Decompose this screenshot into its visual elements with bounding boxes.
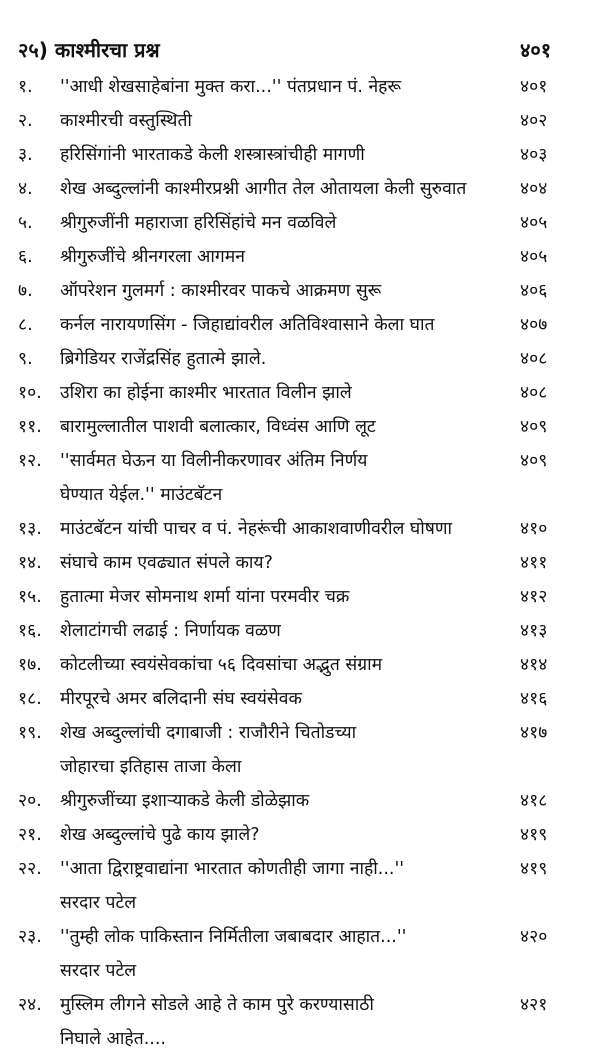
entry-number: २. bbox=[18, 111, 33, 131]
entry-page-number: ४११ bbox=[520, 553, 548, 573]
entry-title: श्रीगुरुजींचे श्रीनगरला आगमन bbox=[60, 247, 245, 267]
toc-entry bbox=[18, 104, 582, 138]
entry-number: ३. bbox=[18, 145, 33, 165]
entry-number: १४. bbox=[18, 553, 42, 573]
entry-title: श्रीगुरुजींनी महाराजा हरिसिंहांचे मन वळविले bbox=[60, 213, 337, 233]
toc-entry bbox=[18, 546, 582, 580]
entry-page-number: ४१४ bbox=[520, 655, 548, 675]
toc-entry bbox=[18, 988, 582, 1056]
entry-number: २१. bbox=[18, 825, 42, 845]
entry-title: शेलाटांगची लढाई : निर्णायक वळण bbox=[60, 621, 281, 641]
entry-title: ''सार्वमत घेऊन या विलीनीकरणावर अंतिम निर्णय घेण्यात येईल.'' माउंटबॅटन bbox=[60, 451, 368, 505]
entry-page-number: ४०३ bbox=[520, 145, 548, 165]
entry-title: ''आता द्विराष्ट्रवाद्यांना भारतात कोणतीही जागा नाही...'' सरदार पटेल bbox=[60, 859, 405, 913]
entry-page-number: ४०९ bbox=[520, 417, 548, 437]
entry-number: १९. bbox=[18, 723, 42, 743]
entry-number: २२. bbox=[18, 859, 42, 879]
entry-page-number: ४०९ bbox=[520, 451, 548, 471]
entry-page-number: ४०८ bbox=[520, 349, 548, 369]
entry-page-number: ४१० bbox=[520, 519, 548, 539]
entry-page-number: ४०१ bbox=[520, 77, 548, 97]
chapter-page-number: ४०१ bbox=[520, 38, 552, 62]
entry-page-number: ४०५ bbox=[520, 213, 548, 233]
entry-page-number: ४१२ bbox=[520, 587, 548, 607]
entry-title: ''तुम्ही लोक पाकिस्तान निर्मितीला जबाबदार आहात...'' सरदार पटेल bbox=[60, 927, 407, 981]
toc-entry bbox=[18, 308, 582, 342]
toc-list bbox=[18, 70, 582, 1056]
entry-number: ४. bbox=[18, 179, 33, 199]
entry-title: कोटलीच्या स्वयंसेवकांचा ५६ दिवसांचा अद्भुत संग्राम bbox=[60, 655, 383, 675]
toc-entry bbox=[18, 410, 582, 444]
entry-title: शेख अब्दुल्लांची दगाबाजी : राजौरीने चितोडच्या जोहारचा इतिहास ताजा केला bbox=[60, 723, 357, 777]
toc-entry bbox=[18, 682, 582, 716]
entry-title: हुतात्मा मेजर सोमनाथ शर्मा यांना परमवीर चक्र bbox=[60, 587, 350, 607]
toc-entry bbox=[18, 648, 582, 682]
entry-number: १०. bbox=[18, 383, 42, 403]
entry-number: ८. bbox=[18, 315, 33, 335]
entry-number: ९. bbox=[18, 349, 33, 369]
entry-number: ११. bbox=[18, 417, 42, 437]
entry-number: १५. bbox=[18, 587, 42, 607]
entry-title: मीरपूरचे अमर बलिदानी संघ स्वयंसेवक bbox=[60, 689, 302, 709]
entry-page-number: ४१९ bbox=[520, 859, 548, 879]
entry-page-number: ४२१ bbox=[520, 995, 548, 1015]
entry-number: २३. bbox=[18, 927, 42, 947]
entry-number: २०. bbox=[18, 791, 42, 811]
entry-title: उशिरा का होईना काश्मीर भारतात विलीन झाले bbox=[60, 383, 352, 403]
entry-title: शेख अब्दुल्लांनी काश्मीरप्रश्नी आगीत तेल ओतायला केली सुरुवात bbox=[60, 179, 467, 199]
toc-entry bbox=[18, 376, 582, 410]
entry-number: १८. bbox=[18, 689, 42, 709]
chapter-heading bbox=[18, 36, 582, 70]
entry-page-number: ४१७ bbox=[520, 723, 548, 743]
entry-title: ''आधी शेखसाहेबांना मुक्त करा...'' पंतप्रधान पं. नेहरू bbox=[60, 77, 402, 97]
entry-page-number: ४०६ bbox=[520, 281, 548, 301]
toc-entry bbox=[18, 920, 582, 988]
toc-entry bbox=[18, 784, 582, 818]
entry-title: माउंटबॅटन यांची पाचर व पं. नेहरूंची आकाशवाणीवरील घोषणा bbox=[60, 519, 453, 539]
toc-entry bbox=[18, 512, 582, 546]
entry-number: ७. bbox=[18, 281, 33, 301]
entry-title: ब्रिगेडियर राजेंद्रसिंह हुतात्मे झाले. bbox=[60, 349, 267, 369]
entry-number: ५. bbox=[18, 213, 33, 233]
entry-title: शेख अब्दुल्लांचे पुढे काय झाले? bbox=[60, 825, 260, 845]
entry-title: मुस्लिम लीगने सोडले आहे ते काम पुरे करण्यासाठी निघाले आहेत.... bbox=[60, 995, 374, 1049]
entry-title: बारामुल्लातील पाशवी बलात्कार, विध्वंस आणि लूट bbox=[60, 417, 376, 437]
entry-title: संघाचे काम एवढ्यात संपले काय? bbox=[60, 553, 273, 573]
toc-entry bbox=[18, 70, 582, 104]
toc-entry bbox=[18, 614, 582, 648]
toc-entry bbox=[18, 444, 582, 512]
entry-number: १३. bbox=[18, 519, 42, 539]
entry-page-number: ४१३ bbox=[520, 621, 548, 641]
toc-entry bbox=[18, 852, 582, 920]
entry-page-number: ४०५ bbox=[520, 247, 548, 267]
entry-title: काश्मीरची वस्तुस्थिती bbox=[60, 111, 192, 131]
entry-page-number: ४१९ bbox=[520, 825, 548, 845]
entry-page-number: ४०२ bbox=[520, 111, 548, 131]
entry-number: २४. bbox=[18, 995, 42, 1015]
entry-number: १७. bbox=[18, 655, 42, 675]
entry-title: श्रीगुरुजींच्या इशाऱ्याकडे केली डोळेझाक bbox=[60, 791, 310, 811]
entry-title: हरिसिंगांनी भारताकडे केली शस्त्रास्त्रांचीही मागणी bbox=[60, 145, 365, 165]
chapter-title: २५) काश्मीरचा प्रश्न bbox=[18, 38, 160, 62]
entry-title: ऑपरेशन गुलमर्ग : काश्मीरवर पाकचे आक्रमण सुरू bbox=[60, 281, 382, 301]
entry-title: कर्नल नारायणसिंग - जिहाद्यांवरील अतिविश्वासाने केला घात bbox=[60, 315, 435, 335]
entry-page-number: ४०८ bbox=[520, 383, 548, 403]
entry-page-number: ४१८ bbox=[520, 791, 548, 811]
entry-number: ६. bbox=[18, 247, 33, 267]
toc-entry bbox=[18, 716, 582, 784]
toc-entry bbox=[18, 206, 582, 240]
entry-page-number: ४२० bbox=[520, 927, 548, 947]
toc-entry bbox=[18, 240, 582, 274]
toc-entry bbox=[18, 138, 582, 172]
entry-page-number: ४०४ bbox=[520, 179, 548, 199]
entry-number: १. bbox=[18, 77, 33, 97]
entry-number: १६. bbox=[18, 621, 42, 641]
toc-entry bbox=[18, 818, 582, 852]
toc-entry bbox=[18, 342, 582, 376]
toc-entry bbox=[18, 172, 582, 206]
entry-page-number: ४१६ bbox=[520, 689, 548, 709]
toc-entry bbox=[18, 274, 582, 308]
entry-page-number: ४०७ bbox=[520, 315, 548, 335]
entry-number: १२. bbox=[18, 451, 42, 471]
toc-entry bbox=[18, 580, 582, 614]
